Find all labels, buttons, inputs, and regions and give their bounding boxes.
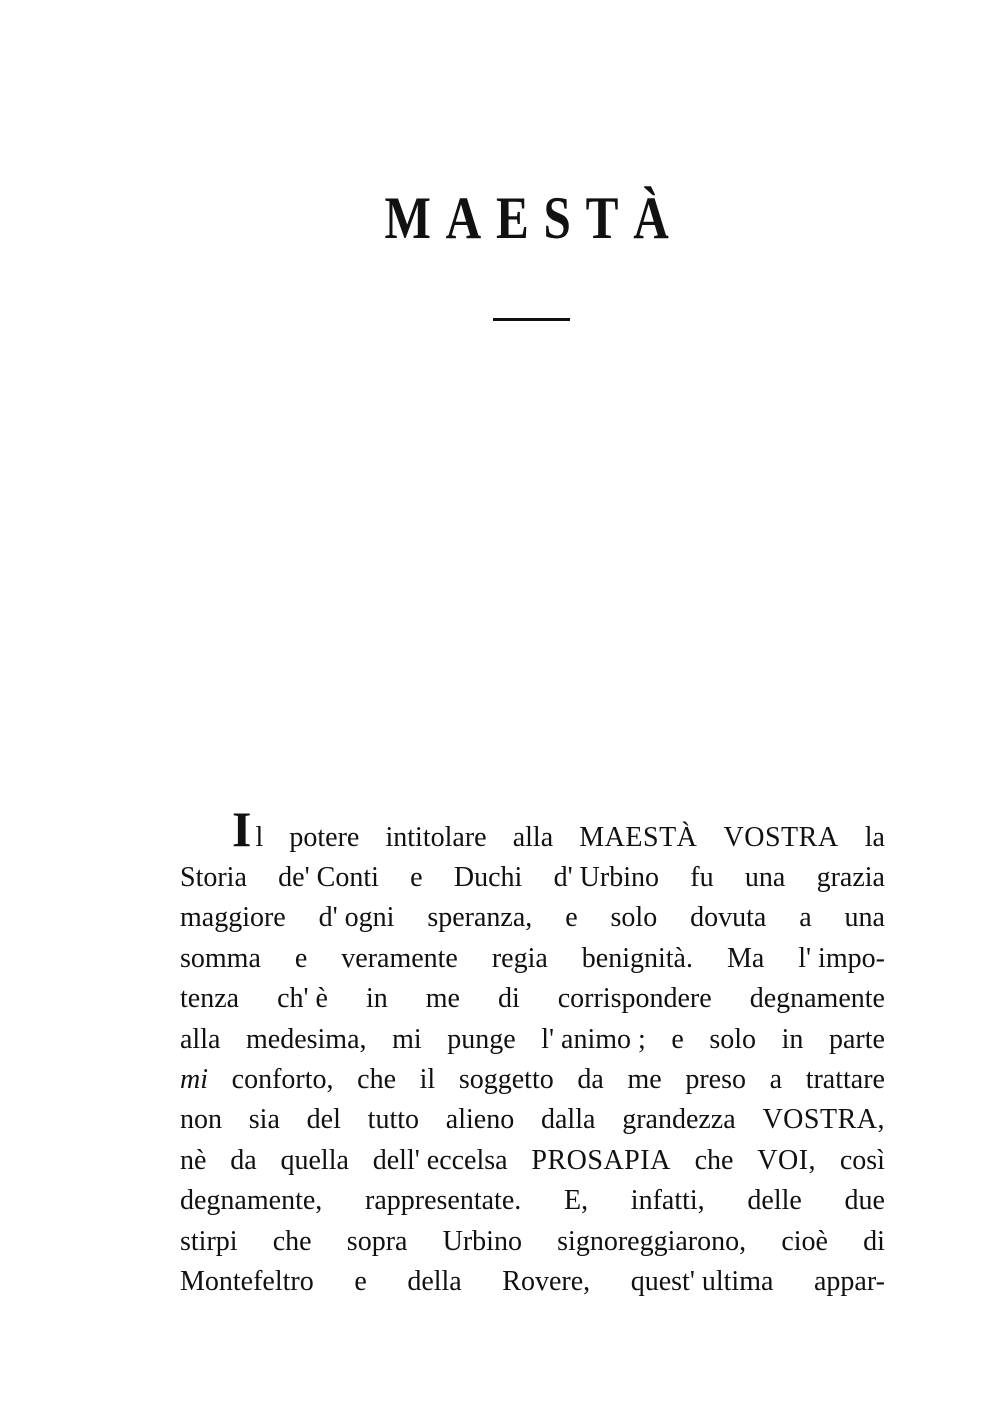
word: e xyxy=(354,1265,367,1297)
word: il xyxy=(419,1063,436,1095)
word: nè xyxy=(180,1144,207,1176)
word: quella xyxy=(280,1144,349,1176)
word: preso xyxy=(685,1063,746,1095)
word: e xyxy=(565,902,578,934)
word: delle xyxy=(747,1185,802,1217)
word: due xyxy=(844,1185,885,1217)
word: di xyxy=(863,1225,885,1257)
word: trattare xyxy=(805,1063,885,1095)
word: soggetto xyxy=(458,1063,554,1095)
word: Urbino xyxy=(442,1225,522,1257)
text-line xyxy=(180,1141,885,1181)
word: MAESTÀ xyxy=(579,822,698,853)
word: che xyxy=(694,1144,734,1176)
word: medesima, xyxy=(245,1023,367,1055)
word: somma xyxy=(180,942,261,974)
word: Duchi xyxy=(453,862,523,893)
word: l' impo- xyxy=(798,942,885,974)
word: non xyxy=(180,1104,222,1136)
word: sopra xyxy=(346,1225,408,1257)
text-line xyxy=(180,939,885,979)
word: degnamente xyxy=(749,983,885,1015)
title-rule xyxy=(493,318,570,321)
word: speranza, xyxy=(427,902,533,934)
word: alla xyxy=(512,822,554,853)
word: in xyxy=(781,1023,804,1055)
word: intitolare xyxy=(385,822,487,853)
word: fu xyxy=(690,862,714,893)
word: e xyxy=(294,942,308,974)
word: solo xyxy=(709,1023,757,1055)
word: l' animo ; xyxy=(541,1023,646,1055)
word: de' Conti xyxy=(278,862,379,893)
text-line xyxy=(180,800,885,858)
word: d' Urbino xyxy=(553,862,659,893)
word: Storia xyxy=(180,862,247,893)
word: quest' ultima xyxy=(630,1265,774,1297)
word: in xyxy=(365,983,388,1015)
word: d' ogni xyxy=(318,902,395,934)
word: degnamente, xyxy=(180,1185,323,1217)
text-line xyxy=(180,1262,885,1302)
word: solo xyxy=(610,902,658,934)
word: della xyxy=(407,1265,462,1297)
word: parte xyxy=(828,1023,885,1055)
word: me xyxy=(627,1063,662,1095)
word: stirpi xyxy=(180,1225,238,1257)
text-line xyxy=(180,898,885,938)
text-line xyxy=(180,1181,885,1221)
word: che xyxy=(272,1225,312,1257)
word: a xyxy=(799,902,812,934)
word: mi xyxy=(392,1023,422,1055)
page-title: MAESTÀ xyxy=(384,185,684,251)
word: dovuta xyxy=(690,902,767,934)
word: appar- xyxy=(813,1265,885,1297)
word: l xyxy=(255,822,264,853)
text-line xyxy=(180,1100,885,1140)
word: grandezza xyxy=(622,1104,736,1136)
word: Ma xyxy=(726,942,765,974)
word: del xyxy=(306,1104,341,1136)
word: a xyxy=(769,1063,783,1095)
word: una xyxy=(844,902,885,934)
word: e xyxy=(671,1023,684,1055)
word: rappresentate. xyxy=(365,1185,522,1217)
word: e xyxy=(410,862,423,893)
word: conforto, xyxy=(231,1063,334,1095)
word: grazia xyxy=(816,862,885,893)
word: dell' eccelsa xyxy=(372,1144,508,1176)
word: alieno xyxy=(445,1104,515,1136)
word: ch' è xyxy=(277,983,328,1015)
dedication-paragraph xyxy=(180,800,885,1302)
word: cioè xyxy=(781,1225,828,1257)
word: da xyxy=(577,1063,604,1095)
word: da xyxy=(230,1144,257,1176)
word: maggiore xyxy=(180,902,286,934)
word: VOSTRA xyxy=(723,822,839,853)
word: punge xyxy=(447,1023,516,1055)
word: sia xyxy=(248,1104,280,1136)
word: tutto xyxy=(367,1104,420,1136)
word: Montefeltro xyxy=(180,1265,314,1297)
word: una xyxy=(744,862,786,893)
word: regia xyxy=(491,942,548,974)
word: Rovere, xyxy=(502,1265,591,1297)
word: dalla xyxy=(541,1104,596,1136)
word: di xyxy=(497,983,520,1015)
word: signoreggiarono, xyxy=(557,1225,747,1257)
word: tenza xyxy=(180,983,240,1015)
text-line xyxy=(180,1060,885,1100)
word: che xyxy=(357,1063,396,1095)
word: infatti, xyxy=(630,1185,705,1217)
word: potere xyxy=(289,822,360,853)
word: benignità. xyxy=(581,942,693,974)
word: VOI, xyxy=(757,1144,817,1176)
text-line xyxy=(180,979,885,1019)
word: così xyxy=(839,1144,885,1176)
word: corrispondere xyxy=(557,983,712,1015)
word: alla xyxy=(180,1023,221,1055)
word: VOSTRA, xyxy=(762,1104,885,1136)
word: la xyxy=(864,822,885,853)
word: veramente xyxy=(341,942,458,974)
drop-cap: I xyxy=(232,801,252,857)
text-line xyxy=(180,1020,885,1060)
word: E, xyxy=(563,1185,589,1217)
word: me xyxy=(425,983,460,1015)
word: PROSAPIA xyxy=(531,1144,671,1176)
word: mi xyxy=(180,1063,208,1095)
text-line xyxy=(180,1222,885,1262)
